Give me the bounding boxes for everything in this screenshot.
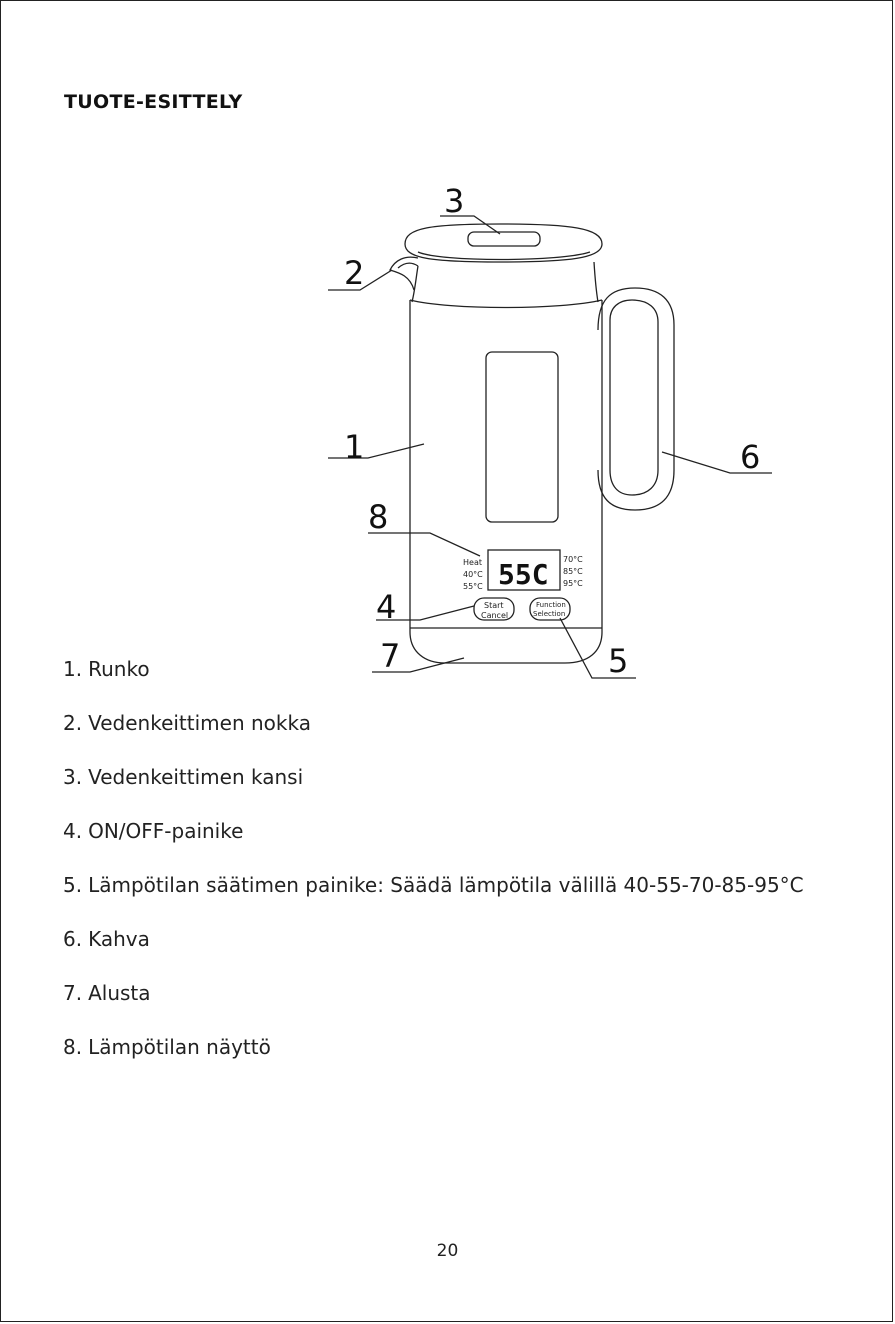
- kettle-body: [410, 300, 602, 663]
- function-button-label: Function: [536, 601, 566, 609]
- display-label-heat: Heat: [463, 558, 482, 567]
- list-item: 6. Kahva: [63, 927, 150, 951]
- parts-list: [63, 654, 804, 1086]
- callout-3: 3: [444, 182, 465, 220]
- display-digits: 55C: [498, 558, 549, 591]
- list-item: 5. Lämpötilan säätimen painike: Säädä lämpötila välillä 40-55-70-85-95°C: [63, 873, 804, 897]
- callout-6: 6: [740, 438, 761, 476]
- page-number: 20: [436, 1241, 459, 1261]
- display-label-70: 70°C: [563, 555, 583, 564]
- callout-5: 5: [608, 642, 629, 680]
- section-title: TUOTE-ESITTELY: [64, 91, 243, 113]
- callout-1: 1: [344, 428, 365, 466]
- start-button-label: Start: [484, 601, 504, 610]
- display-label-55: 55°C: [463, 582, 483, 591]
- list-item: 8. Lämpötilan näyttö: [63, 1035, 271, 1059]
- handle-inner: [610, 300, 658, 495]
- display-label-85: 85°C: [563, 567, 583, 576]
- selection-button-label: Selection: [533, 610, 566, 618]
- list-item: 1. Runko: [63, 657, 150, 681]
- callout-7: 7: [380, 637, 401, 675]
- list-item: 4. ON/OFF-painike: [63, 819, 244, 843]
- display-label-40: 40°C: [463, 570, 483, 579]
- callout-8: 8: [368, 498, 389, 536]
- list-item: 7. Alusta: [63, 981, 151, 1005]
- callout-2: 2: [344, 254, 365, 292]
- callout-4: 4: [376, 588, 397, 626]
- list-item: 3. Vedenkeittimen kansi: [63, 765, 304, 789]
- cancel-button-label: Cancel: [481, 611, 509, 620]
- list-item: 2. Vedenkeittimen nokka: [63, 711, 311, 735]
- display-label-95: 95°C: [563, 579, 583, 588]
- kettle-spout: [390, 257, 418, 290]
- water-window: [486, 352, 558, 522]
